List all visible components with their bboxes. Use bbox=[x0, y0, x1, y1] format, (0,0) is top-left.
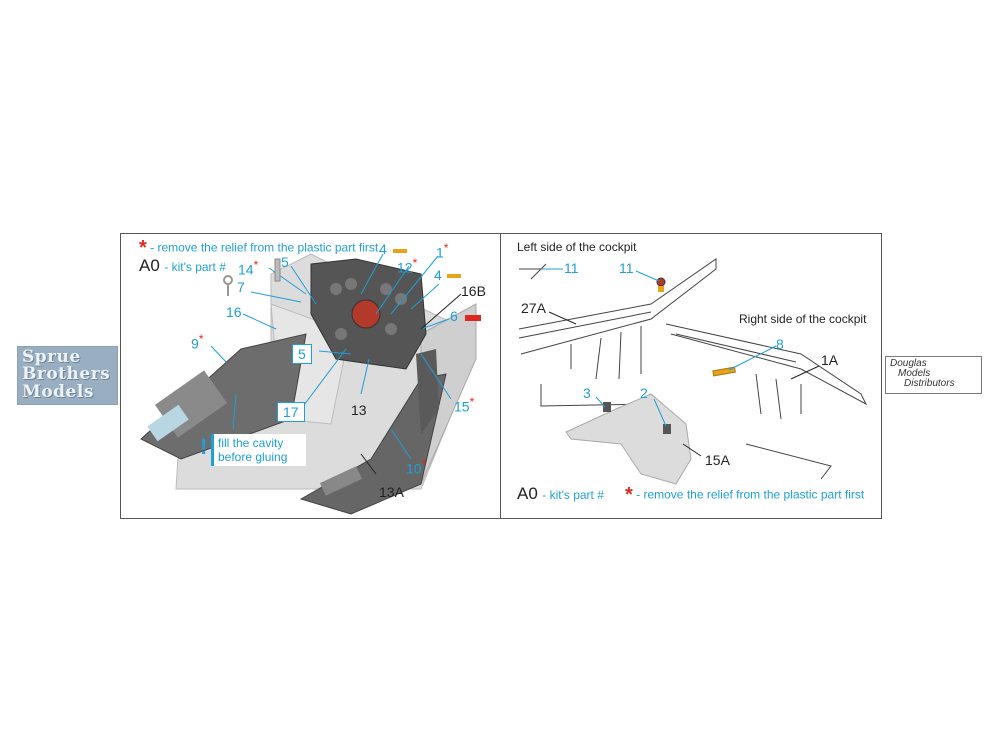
callout-27a: 27A bbox=[521, 300, 546, 316]
callout-7: 7 bbox=[237, 279, 245, 295]
douglas-models-logo bbox=[885, 356, 982, 394]
note-line-2: before gluing bbox=[218, 450, 288, 464]
logo-line: Models bbox=[898, 368, 931, 379]
callout-12: 12* bbox=[397, 256, 418, 276]
callout-10: 10* bbox=[406, 457, 427, 477]
callout-13: 13 bbox=[351, 402, 367, 418]
callout-15a: 15A bbox=[705, 452, 730, 468]
callout-15: 15* bbox=[454, 395, 475, 415]
kit-part-text: - kit's part # bbox=[164, 260, 226, 274]
fill-cavity-note bbox=[200, 434, 306, 466]
callout-3: 3 bbox=[583, 385, 591, 401]
callout-11-sill: 11 bbox=[619, 260, 634, 276]
legend-text: - remove the relief from the plastic part first bbox=[150, 240, 379, 255]
callout-16b: 16B bbox=[461, 283, 486, 299]
callout-4-top: 4 bbox=[379, 241, 387, 257]
cockpit-sides-panel bbox=[500, 233, 882, 519]
kit-part-code: A0 bbox=[517, 484, 538, 503]
note-line-1: fill the cavity bbox=[218, 436, 284, 450]
cockpit-front-illustration bbox=[121, 234, 501, 518]
callout-14: 14* bbox=[238, 258, 259, 278]
callout-16: 16 bbox=[226, 304, 242, 320]
note-mark: ! bbox=[200, 434, 208, 459]
callout-2: 2 bbox=[640, 385, 648, 401]
cockpit-sides-illustration bbox=[501, 234, 881, 518]
kit-part-code: A0 bbox=[139, 256, 160, 275]
callout-9: 9* bbox=[191, 332, 204, 352]
right-side-title: Right side of the cockpit bbox=[739, 312, 867, 326]
logo-line: Douglas bbox=[890, 358, 927, 369]
red-star-icon: * bbox=[625, 484, 633, 506]
red-star-icon: * bbox=[139, 237, 147, 259]
kit-part-legend bbox=[139, 256, 226, 276]
logo-line: Distributors bbox=[904, 378, 955, 389]
callout-11-left: 11 bbox=[564, 260, 579, 276]
callout-1a: 1A bbox=[821, 352, 839, 368]
callout-17-box: 17 bbox=[277, 402, 305, 422]
callout-1: 1* bbox=[436, 241, 449, 261]
callout-6: 6 bbox=[450, 308, 458, 324]
left-side-title: Left side of the cockpit bbox=[517, 240, 637, 254]
callout-4-right: 4 bbox=[434, 267, 442, 283]
callout-8: 8 bbox=[776, 336, 784, 352]
callout-5-box: 5 bbox=[292, 344, 312, 364]
callout-5: 5 bbox=[281, 254, 289, 270]
legend-text: - remove the relief from the plastic part first bbox=[636, 487, 865, 502]
kit-part-legend bbox=[517, 484, 604, 504]
callout-13a: 13A bbox=[379, 484, 404, 500]
logo-line: Sprue bbox=[22, 347, 81, 367]
sprue-brothers-logo bbox=[17, 346, 118, 405]
cockpit-front-panel bbox=[120, 233, 502, 519]
logo-line: Brothers bbox=[22, 364, 111, 384]
legend-row bbox=[625, 484, 864, 507]
logo-line: Models bbox=[22, 382, 94, 402]
kit-part-text: - kit's part # bbox=[542, 488, 604, 502]
